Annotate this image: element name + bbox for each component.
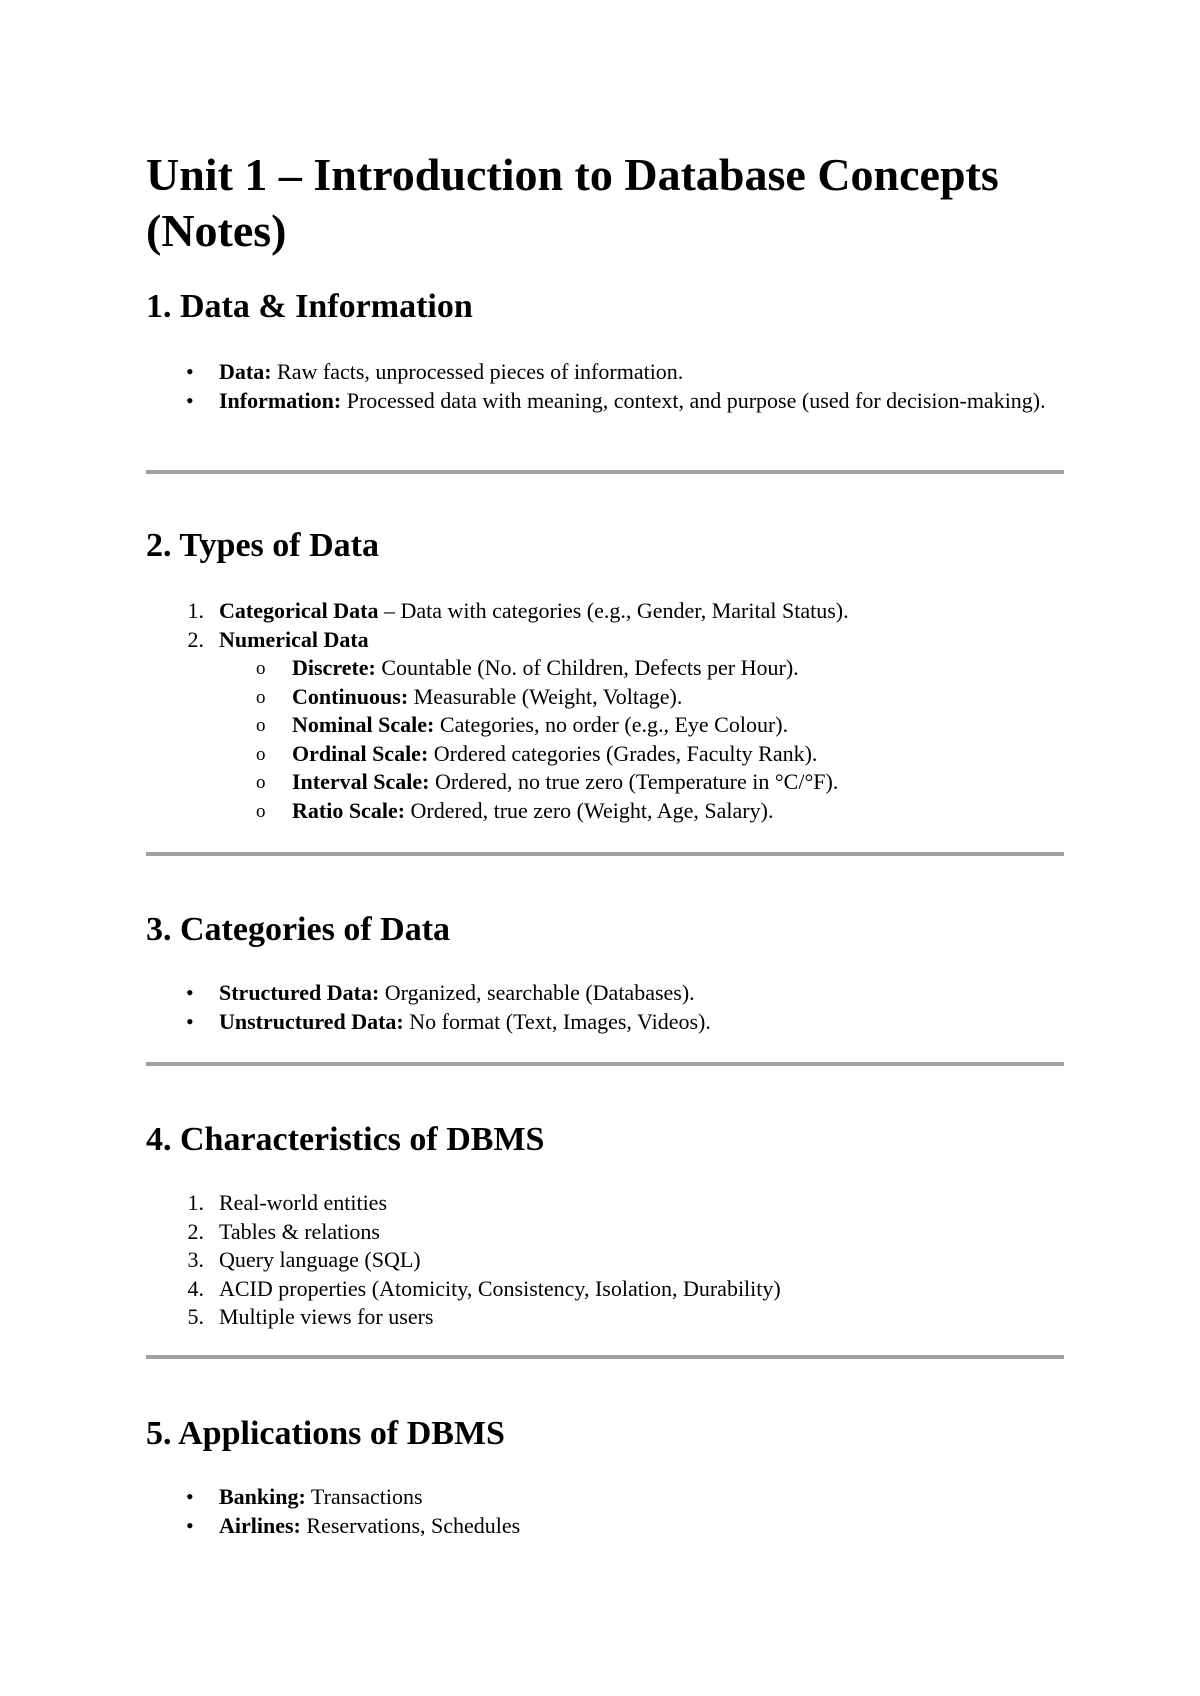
list-item: 2. Tables & relations: [146, 1218, 1064, 1247]
list-item: o Interval Scale: Ordered, no true zero (Temperature in °C/°F).: [146, 768, 1064, 797]
list-item: 2. Numerical Data: [146, 626, 1064, 655]
page-title: Unit 1 – Introduction to Database Concepts (Notes): [146, 149, 999, 256]
bullet-icon: •: [186, 1512, 194, 1538]
list-number: 5.: [187, 1304, 204, 1329]
list-item: • Information: Processed data with meaning, context, and purpose (used for decision-making).: [146, 387, 1064, 416]
list-item: 5. Multiple views for users: [146, 1303, 1064, 1332]
list-number: 1.: [187, 598, 204, 623]
list-number: 2.: [187, 626, 204, 652]
list-item: • Unstructured Data: No format (Text, Images, Videos).: [146, 1008, 1064, 1037]
section-2-sublist: [146, 654, 1064, 825]
horizontal-rule: [146, 470, 1064, 474]
circle-bullet-icon: o: [256, 658, 266, 679]
circle-bullet-icon: o: [256, 800, 266, 822]
list-number: 1.: [187, 1190, 204, 1215]
section-3-list: [146, 979, 1064, 1036]
list-item: o Nominal Scale: Categories, no order (e.g., Eye Colour).: [146, 711, 1064, 740]
list-item: o Ratio Scale: Ordered, true zero (Weight, Age, Salary).: [146, 797, 1064, 826]
section-1-list: [146, 358, 1064, 415]
circle-bullet-icon: o: [256, 743, 266, 765]
list-item: • Airlines: Reservations, Schedules: [146, 1512, 1064, 1541]
list-item: • Structured Data: Organized, searchable (Databases).: [146, 979, 1064, 1008]
section-heading-categories-of-data: 3. Categories of Data: [146, 911, 451, 948]
bullet-icon: •: [186, 387, 194, 413]
circle-bullet-icon: o: [256, 772, 266, 793]
list-item: o Ordinal Scale: Ordered categories (Grades, Faculty Rank).: [146, 740, 1064, 769]
circle-bullet-icon: o: [256, 715, 266, 736]
circle-bullet-icon: o: [256, 686, 266, 708]
list-item: • Data: Raw facts, unprocessed pieces of information.: [146, 358, 1064, 387]
list-item: 1. Categorical Data – Data with categories (e.g., Gender, Marital Status).: [146, 597, 1064, 626]
section-heading-applications-of-dbms: 5. Applications of DBMS: [146, 1415, 505, 1452]
list-item: 4. ACID properties (Atomicity, Consistency, Isolation, Durability): [146, 1275, 1064, 1304]
list-item: o Continuous: Measurable (Weight, Voltage).: [146, 683, 1064, 712]
list-item: 1. Real-world entities: [146, 1189, 1064, 1218]
horizontal-rule: [146, 1355, 1064, 1359]
list-number: 3.: [187, 1247, 204, 1272]
section-5-list: [146, 1483, 1064, 1540]
bullet-icon: •: [186, 980, 194, 1005]
list-item: • Banking: Transactions: [146, 1483, 1064, 1512]
list-item: o Discrete: Countable (No. of Children, Defects per Hour).: [146, 654, 1064, 683]
section-heading-characteristics-of-dbms: 4. Characteristics of DBMS: [146, 1121, 545, 1158]
bullet-icon: •: [186, 1484, 194, 1509]
section-2-list: [146, 597, 1064, 654]
bullet-icon: •: [186, 359, 194, 384]
section-heading-types-of-data: 2. Types of Data: [146, 527, 379, 564]
list-number: 2.: [187, 1218, 204, 1244]
list-item: 3. Query language (SQL): [146, 1246, 1064, 1275]
section-4-list: [146, 1189, 1064, 1332]
list-number: 4.: [187, 1275, 204, 1301]
horizontal-rule: [146, 852, 1064, 856]
section-heading-data-information: 1. Data & Information: [146, 288, 473, 325]
horizontal-rule: [146, 1062, 1064, 1066]
bullet-icon: •: [186, 1008, 194, 1034]
